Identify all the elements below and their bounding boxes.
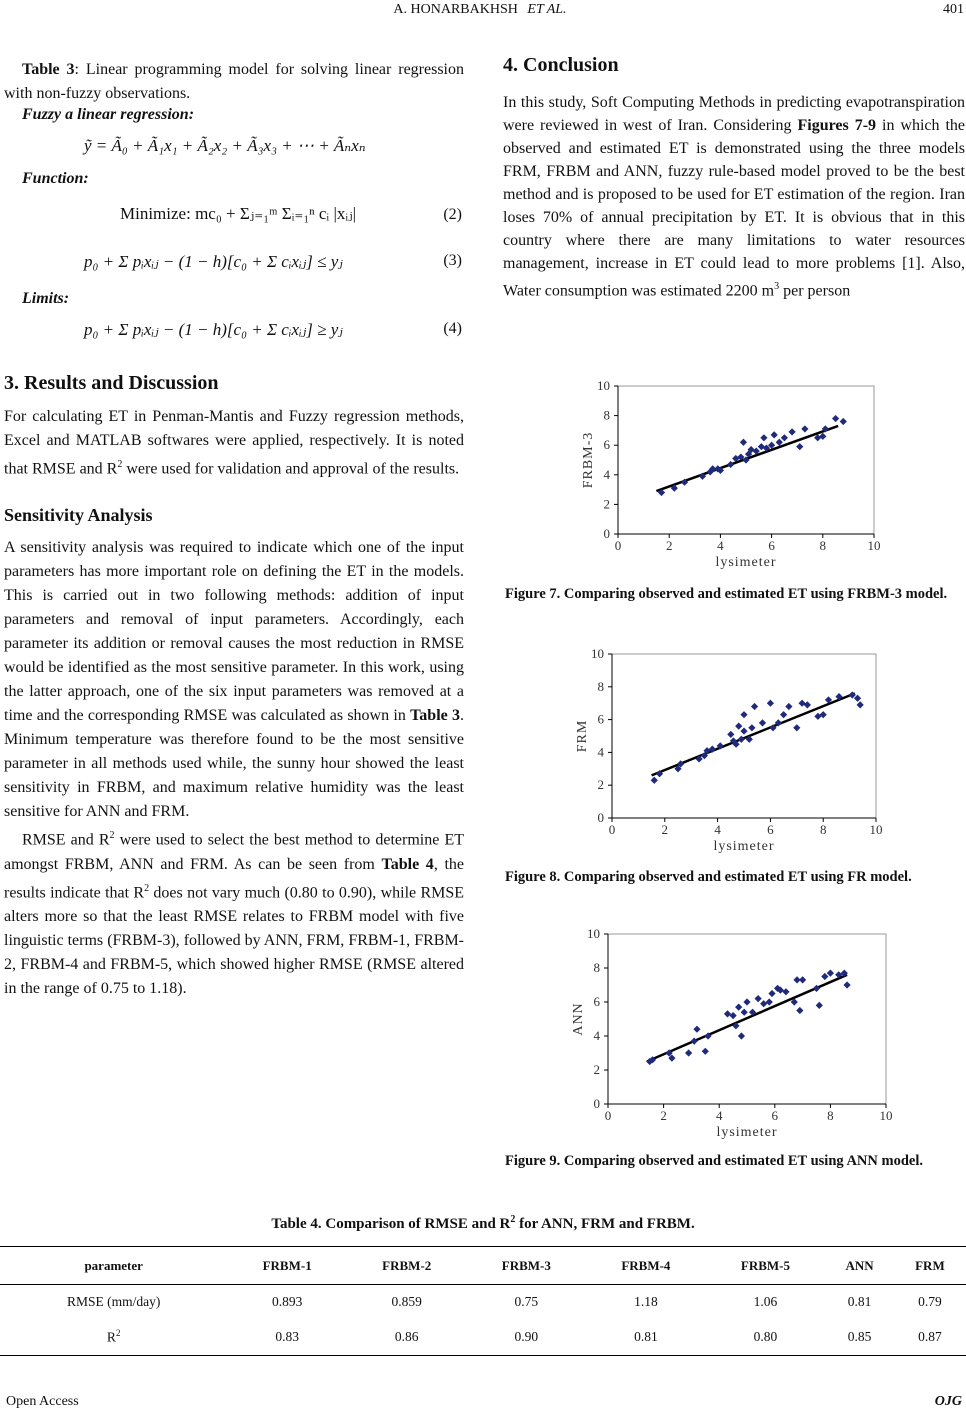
- conclusion-text-c: per person: [779, 282, 851, 300]
- x-tick-label: 2: [661, 822, 669, 837]
- y-tick-label: 4: [597, 744, 604, 760]
- data-point: [751, 703, 758, 710]
- header-authors: A. HONARBAKHSH: [393, 2, 518, 17]
- table-row: [0, 1285, 966, 1320]
- x-axis-label: lysimeter: [716, 1125, 778, 1140]
- conclusion-sup: 3: [774, 281, 780, 292]
- column-header: FRBM-1: [262, 1258, 312, 1273]
- x-tick-label: 4: [717, 538, 724, 553]
- data-point: [821, 973, 828, 980]
- figure-9-chart: [568, 926, 902, 1140]
- x-tick-label: 4: [715, 1108, 723, 1123]
- data-point: [740, 727, 747, 734]
- x-tick-label: 6: [768, 538, 775, 553]
- conclusion-paragraph: [503, 91, 965, 302]
- y-tick-label: 6: [603, 437, 610, 453]
- figure-7-chart: [578, 378, 890, 570]
- data-point: [816, 1002, 823, 1009]
- equation-1-body: ỹ = Ã₀ + Ã₁x₁ + Ã₂x₂ + Ã₃x₃ + ⋯ + Ãₙxₙ: [84, 136, 366, 155]
- data-point: [760, 1000, 767, 1007]
- equation-1: [4, 124, 464, 170]
- data-point: [724, 1010, 731, 1017]
- table-cell: 1.18: [634, 1294, 658, 1309]
- x-tick-label: 0: [614, 538, 622, 553]
- x-tick-label: 10: [869, 822, 883, 837]
- data-point: [727, 461, 734, 468]
- section-3-paragraph: [4, 405, 464, 481]
- right-column: [503, 50, 965, 302]
- table-cell: 0.859: [391, 1294, 422, 1309]
- y-tick-label: 6: [597, 711, 604, 727]
- table-cell: 0.75: [514, 1294, 539, 1309]
- section-3-sup: 2: [117, 459, 123, 470]
- x-tick-label: 0: [608, 822, 616, 837]
- data-point: [804, 701, 811, 708]
- sensitivity-text-a: A sensitivity analysis was required to indicate which one of the input parameters has more important role on defining the ET in the models. This is carried out in two following methods: addition of input parameters and removal of input parameters. Accordingly, each parameter its addition or removal causes the most reduction in RMSE would be identified as the most sensitive parameter. In this work, using the latter approach, one of the six input parameters was removed at a time and the corresponding RMSE was calculated as shown in: [4, 539, 464, 725]
- data-point: [768, 990, 775, 997]
- function-label: Function:: [22, 170, 89, 187]
- data-point: [702, 1048, 709, 1055]
- data-point: [782, 988, 789, 995]
- figure-7-caption: Figure 7. Comparing observed and estimated ET using FRBM-3 model.: [505, 586, 948, 602]
- conclusion-figure-ref: Figures 7-9: [797, 117, 877, 134]
- table-row: [0, 1319, 966, 1355]
- running-header: [0, 2, 966, 24]
- data-point: [760, 434, 767, 441]
- data-point: [820, 711, 827, 718]
- plot-area: [612, 654, 876, 818]
- table-4: [0, 1246, 966, 1356]
- y-tick-label: 0: [593, 1096, 600, 1111]
- data-point: [755, 995, 762, 1002]
- x-tick-label: 6: [767, 822, 774, 837]
- data-point: [735, 723, 742, 730]
- header-title: [0, 2, 966, 18]
- table-cell-r2: $R^2$: [106, 1328, 121, 1345]
- table-4-caption-sup: 2: [510, 1214, 516, 1225]
- rmse-sup-2: 2: [144, 882, 150, 894]
- x-tick-label: 0: [604, 1108, 612, 1123]
- rmse-text-a: RMSE and R: [22, 831, 110, 849]
- data-point: [767, 700, 774, 707]
- data-point: [801, 425, 808, 432]
- data-point: [693, 1026, 700, 1033]
- y-tick-label: 0: [603, 526, 610, 541]
- table-cell: 0.81: [847, 1294, 872, 1309]
- x-tick-label: 2: [660, 1108, 667, 1123]
- table-cell: 0.86: [394, 1328, 419, 1344]
- table-cell: 0.87: [918, 1328, 942, 1344]
- table3-caption-label: Table 3: [22, 61, 75, 78]
- data-point: [832, 415, 839, 422]
- data-point: [743, 998, 750, 1005]
- y-tick-label: 0: [597, 810, 604, 825]
- data-point: [758, 443, 765, 450]
- figure-8-chart: [572, 646, 892, 854]
- rmse-table-ref: Table 4: [381, 855, 434, 873]
- table3-caption-text: : Linear programming model for solving linear regression with non-fuzzy observations.: [4, 61, 465, 102]
- rmse-text-b: were used to select the best method to determine ET amongst FRBM, ANN and FRM. As can be seen from: [4, 831, 464, 873]
- x-tick-label: 2: [665, 538, 673, 553]
- data-point: [843, 981, 850, 988]
- left-column: [4, 50, 464, 1001]
- data-point: [796, 1007, 803, 1014]
- rmse-text-c: , the results indicate that R: [4, 855, 464, 901]
- y-axis-label: FRM: [575, 719, 590, 753]
- page-number: 401: [943, 2, 964, 17]
- conclusion-heading: 4. Conclusion: [503, 54, 619, 76]
- x-tick-label: 8: [827, 1108, 834, 1123]
- table-cell: 0.80: [753, 1328, 778, 1344]
- table-4-caption-b: for ANN, FRM and FRBM.: [515, 1216, 695, 1232]
- data-point: [771, 431, 778, 438]
- data-point: [727, 731, 734, 738]
- y-axis-label: FRBM-3: [581, 431, 596, 489]
- equation-3: [4, 244, 464, 290]
- y-tick-label: 10: [591, 646, 604, 661]
- data-point: [793, 724, 800, 731]
- figure-8-caption: Figure 8. Comparing observed and estimated ET using FR model.: [505, 869, 912, 885]
- header-et-al: ET AL.: [527, 2, 567, 17]
- table-cell: 0.79: [918, 1294, 942, 1309]
- section-3-heading: 3. Results and Discussion: [4, 372, 219, 394]
- figure-9-caption: Figure 9. Comparing observed and estimated ET using ANN model.: [505, 1153, 923, 1169]
- equation-2-body: Minimize: mc₀ + Σⱼ₌₁ᵐ Σᵢ₌₁ⁿ cᵢ |xᵢⱼ|: [120, 204, 357, 223]
- data-point: [738, 736, 745, 743]
- x-axis-label: lysimeter: [713, 839, 775, 854]
- conclusion-text-a: In this study, Soft Computing Methods in predicting evapotranspiration were reviewed in west of Iran. Considering: [503, 94, 965, 134]
- data-point: [857, 701, 864, 708]
- data-point: [730, 1012, 737, 1019]
- footer-open-access: Open Access: [6, 1394, 79, 1409]
- table3-caption: [4, 58, 464, 106]
- x-tick-label: 10: [879, 1108, 893, 1123]
- column-header: FRBM-5: [740, 1258, 791, 1273]
- x-tick-label: 10: [867, 538, 881, 553]
- column-header: FRBM-4: [621, 1258, 671, 1273]
- equation-3-body: p₀ + Σ pᵢxᵢⱼ − (1 − h)[c₀ + Σ cᵢxᵢⱼ] ≤ yⱼ: [84, 252, 343, 271]
- data-point: [780, 711, 787, 718]
- y-axis-label: ANN: [571, 1002, 586, 1036]
- equation-2: [4, 188, 464, 244]
- x-axis-label: lysimeter: [715, 555, 777, 570]
- fuzzy-label: Fuzzy a linear regression:: [22, 106, 195, 123]
- equation-4-body: p₀ + Σ pᵢxᵢⱼ − (1 − h)[c₀ + Σ cᵢxᵢⱼ] ≥ yⱼ: [84, 320, 343, 339]
- data-point: [798, 700, 805, 707]
- sensitivity-paragraph: [4, 536, 464, 824]
- data-point: [840, 418, 847, 425]
- section-3-text-a: For calculating ET in Penman-Mantis and Fuzzy regression methods, Excel and MATLAB softwares were applied, respectively. It is noted that RMSE and R: [4, 408, 464, 478]
- data-point: [759, 719, 766, 726]
- sensitivity-table-ref: Table 3: [410, 707, 461, 725]
- data-point: [785, 703, 792, 710]
- y-tick-label: 8: [597, 678, 604, 694]
- footer-journal: OJG: [934, 1394, 962, 1409]
- section-3-text-b: were used for validation and approval of the results.: [122, 460, 460, 478]
- y-tick-label: 2: [597, 777, 604, 793]
- table-cell: 0.893: [271, 1294, 303, 1309]
- table-cell: 0.90: [514, 1328, 539, 1344]
- data-point: [781, 434, 788, 441]
- rmse-text-d: does not vary much (0.80 to 0.90), while RMSE alters more so that the least RMSE relates to FRBM model with five linguistic terms (FRBM-3), followed by ANN, FRM, FRBM-1, FRBM-2, FRBM-4 and FRBM-5, which showed higher RMSE (RMSE altered in the range of 0.75 to 1.18).: [4, 883, 465, 997]
- y-tick-label: 6: [593, 994, 600, 1009]
- y-tick-label: 10: [597, 378, 610, 393]
- y-tick-label: 8: [603, 407, 610, 423]
- y-tick-label: 4: [603, 466, 610, 482]
- data-point: [651, 777, 658, 784]
- y-tick-label: 8: [593, 960, 600, 975]
- table-header-row: [0, 1247, 966, 1285]
- data-point: [814, 713, 821, 720]
- data-point: [740, 711, 747, 718]
- table-cell: 0.85: [847, 1328, 872, 1344]
- table-cell: 0.83: [275, 1328, 299, 1344]
- data-point: [741, 1009, 748, 1016]
- table-4-caption-a: Table 4. Comparison of RMSE and R: [271, 1216, 511, 1232]
- y-tick-label: 10: [587, 926, 600, 941]
- column-header: parameter: [84, 1258, 143, 1273]
- x-tick-label: 8: [819, 538, 827, 553]
- x-tick-label: 6: [771, 1108, 779, 1123]
- column-header: FRBM-3: [501, 1258, 551, 1273]
- data-point: [685, 1049, 692, 1056]
- table-cell: RMSE (mm/day): [66, 1294, 161, 1309]
- data-point: [738, 1032, 745, 1039]
- equation-2-number: (2): [443, 206, 462, 223]
- sensitivity-heading: Sensitivity Analysis: [4, 505, 153, 526]
- sensitivity-text-b: . Minimum temperature was therefore found to be the most sensitive parameter in all methods used while, the sunny hour showed the least sensitivity in FRBM, and maximum relative humidity was the least sensitive for ANN and FRM.: [4, 707, 465, 821]
- x-tick-label: 4: [714, 822, 721, 837]
- x-tick-label: 8: [819, 822, 827, 837]
- equation-4: [4, 308, 464, 358]
- data-point: [740, 439, 747, 446]
- rmse-sup-1: 2: [109, 830, 115, 842]
- table-cell: 1.06: [753, 1294, 778, 1309]
- data-point: [735, 1004, 742, 1011]
- equation-4-number: (4): [443, 320, 462, 337]
- table-cell: 0.81: [634, 1328, 658, 1344]
- y-tick-label: 2: [593, 1062, 600, 1077]
- table-4-caption: [0, 1214, 966, 1233]
- conclusion-text-b: in which the observed and estimated ET is demonstrated using the three models FRM, FRBM and ANN, fuzzy rule-based model proved to be the best method and is proposed to be used for ET estimation of the region. Iran loses 70% of annual precipitation by ET. It is obvious that in this country where there are many limitations to water resources management, increase in ET could lead to more problems [1]. Also, Water consumption was estimated 2200 m: [503, 117, 966, 300]
- equation-3-number: (3): [443, 252, 462, 269]
- data-point: [788, 428, 795, 435]
- column-header: FRM: [915, 1258, 945, 1273]
- data-point: [827, 970, 834, 977]
- limits-label: Limits:: [22, 290, 70, 307]
- data-point: [776, 439, 783, 446]
- data-point: [796, 443, 803, 450]
- data-point: [766, 998, 773, 1005]
- data-point: [799, 976, 806, 983]
- column-header: FRBM-2: [382, 1258, 432, 1273]
- data-point: [819, 433, 826, 440]
- y-tick-label: 2: [603, 496, 610, 512]
- y-tick-label: 4: [593, 1028, 600, 1043]
- rmse-paragraph: [4, 824, 464, 1001]
- data-point: [748, 724, 755, 731]
- column-header: ANN: [845, 1258, 874, 1273]
